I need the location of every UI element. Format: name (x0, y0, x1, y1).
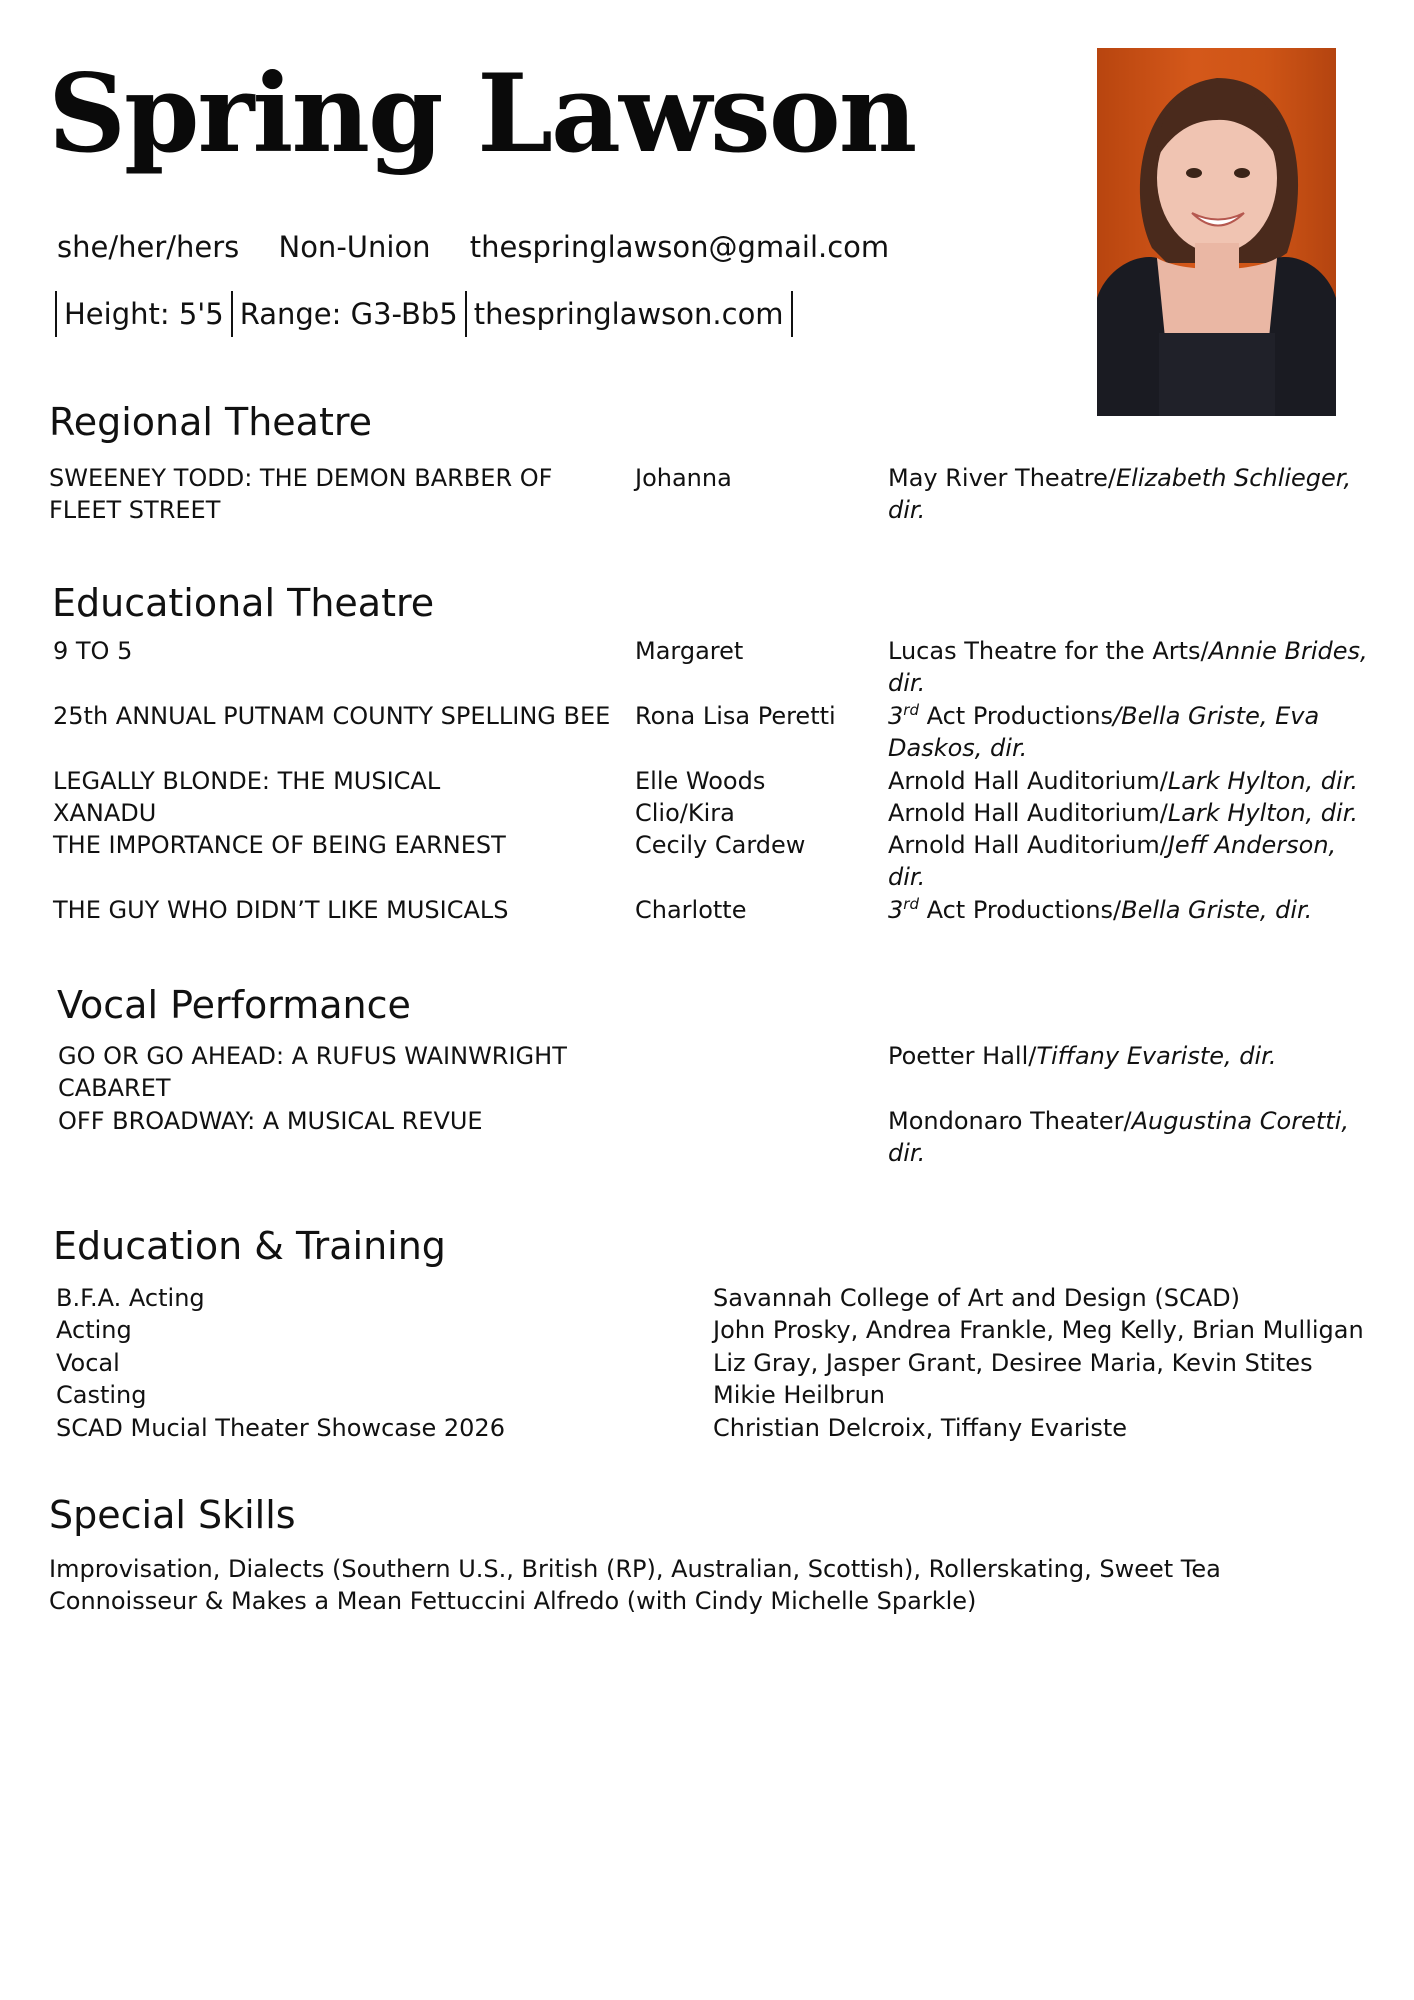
director: Augustina Coretti, dir. (888, 1107, 1349, 1167)
venue: Poetter Hall/ (888, 1042, 1037, 1070)
role: Cecily Cardew (635, 831, 806, 859)
role: Rona Lisa Peretti (635, 702, 836, 730)
show-title: OFF BROADWAY: A MUSICAL REVUE (58, 1107, 483, 1135)
role: Charlotte (635, 896, 747, 924)
venue-ordinal: rd (903, 701, 919, 719)
venue: Arnold Hall Auditorium/ (888, 831, 1168, 859)
headshot-photo (1097, 48, 1336, 416)
role: Clio/Kira (635, 799, 735, 827)
website-link[interactable]: thespringlawson.com (473, 297, 784, 331)
skills-text: Improvisation, Dialects (Southern U.S., British (RP), Australian, Scottish), Rollerskating, Sweet Tea Connoisseur & Makes a Mean Fettuccini Alfredo (with Cindy Michelle Sparkle) (49, 1555, 1221, 1615)
show-title: XANADU (53, 799, 157, 827)
section-title-skills: Special Skills (49, 1493, 296, 1537)
director: Annie Brides, dir. (888, 637, 1368, 697)
venue-director (888, 829, 1368, 893)
director: Jeff Anderson, dir. (888, 831, 1337, 891)
venue: Lucas Theatre for the Arts/ (888, 637, 1209, 665)
venue: Act Productions/ (918, 896, 1122, 924)
venue-director (888, 1040, 1368, 1072)
venue-number: 3 (888, 702, 904, 730)
stats-line (55, 290, 793, 338)
director: Lark Hylton, dir. (1167, 767, 1358, 795)
training-details (713, 1282, 1364, 1444)
venue: Mondonaro Theater/ (888, 1107, 1132, 1135)
training-item: Casting (56, 1381, 147, 1410)
role: Johanna (635, 464, 732, 492)
training-detail: Savannah College of Art and Design (SCAD) (713, 1284, 1240, 1312)
email-link[interactable]: thespringlawson@gmail.com (469, 230, 890, 264)
training-items (56, 1282, 505, 1444)
vocal-range: Range: G3-Bb5 (239, 297, 458, 331)
show-title: 9 TO 5 (53, 637, 133, 665)
venue-number: 3 (888, 896, 904, 924)
show-title: 25th ANNUAL PUTNAM COUNTY SPELLING BEE (53, 702, 611, 730)
credit-row (49, 462, 1369, 526)
venue: May River Theatre/ (888, 464, 1116, 492)
show-title: THE GUY WHO DIDN’T LIKE MUSICALS (53, 896, 509, 924)
venue-ordinal: rd (903, 895, 919, 913)
venue-director (888, 635, 1368, 699)
venue-director (888, 894, 1368, 926)
role: Margaret (635, 637, 744, 665)
training-item: Acting (56, 1316, 132, 1345)
venue-director (888, 700, 1368, 764)
show-title: THE IMPORTANCE OF BEING EARNEST (53, 831, 506, 859)
training-item: B.F.A. Acting (56, 1284, 205, 1312)
venue: Arnold Hall Auditorium/ (888, 799, 1168, 827)
training-detail: Christian Delcroix, Tiffany Evariste (713, 1413, 1128, 1442)
venue: Act Productions (918, 702, 1114, 730)
section-title-regional: Regional Theatre (49, 400, 373, 444)
training-item: Vocal (56, 1348, 120, 1377)
show-title: LEGALLY BLONDE: THE MUSICAL (53, 767, 441, 795)
headshot-illustration (1097, 48, 1336, 416)
show-title: SWEENEY TODD: THE DEMON BARBER OF FLEET STREET (49, 464, 553, 524)
pronouns: she/her/hers (57, 230, 240, 264)
union-status: Non-Union (278, 230, 431, 264)
venue: Arnold Hall Auditorium/ (888, 767, 1168, 795)
training-item: SCAD Mucial Theater Showcase 2026 (56, 1413, 505, 1442)
section-title-vocal: Vocal Performance (57, 983, 411, 1027)
section-title-educational: Educational Theatre (52, 581, 435, 625)
venue-director (888, 765, 1368, 797)
actor-name: Spring Lawson (48, 51, 916, 177)
role: Elle Woods (635, 767, 766, 795)
training-detail: Mikie Heilbrun (713, 1381, 886, 1410)
height: Height: 5'5 (64, 297, 224, 331)
director: Tiffany Evariste, dir. (1036, 1042, 1277, 1070)
section-title-education: Education & Training (53, 1224, 446, 1268)
director: Elizabeth Schlieger, dir. (888, 464, 1352, 524)
venue-director (888, 797, 1368, 829)
director: /Bella Griste, Eva Daskos, dir. (888, 702, 1320, 762)
director: Lark Hylton, dir. (1167, 799, 1358, 827)
show-title: GO OR GO AHEAD: A RUFUS WAINWRIGHT CABARET (58, 1042, 567, 1102)
venue-director (888, 462, 1368, 526)
training-detail: John Prosky, Andrea Frankle, Meg Kelly, Brian Mulligan (713, 1316, 1364, 1345)
director: Bella Griste, dir. (1121, 896, 1313, 924)
contact-line (57, 230, 919, 264)
venue-director (888, 1105, 1368, 1169)
divider (791, 291, 793, 337)
training-detail: Liz Gray, Jasper Grant, Desiree Maria, Kevin Stites (713, 1348, 1313, 1377)
